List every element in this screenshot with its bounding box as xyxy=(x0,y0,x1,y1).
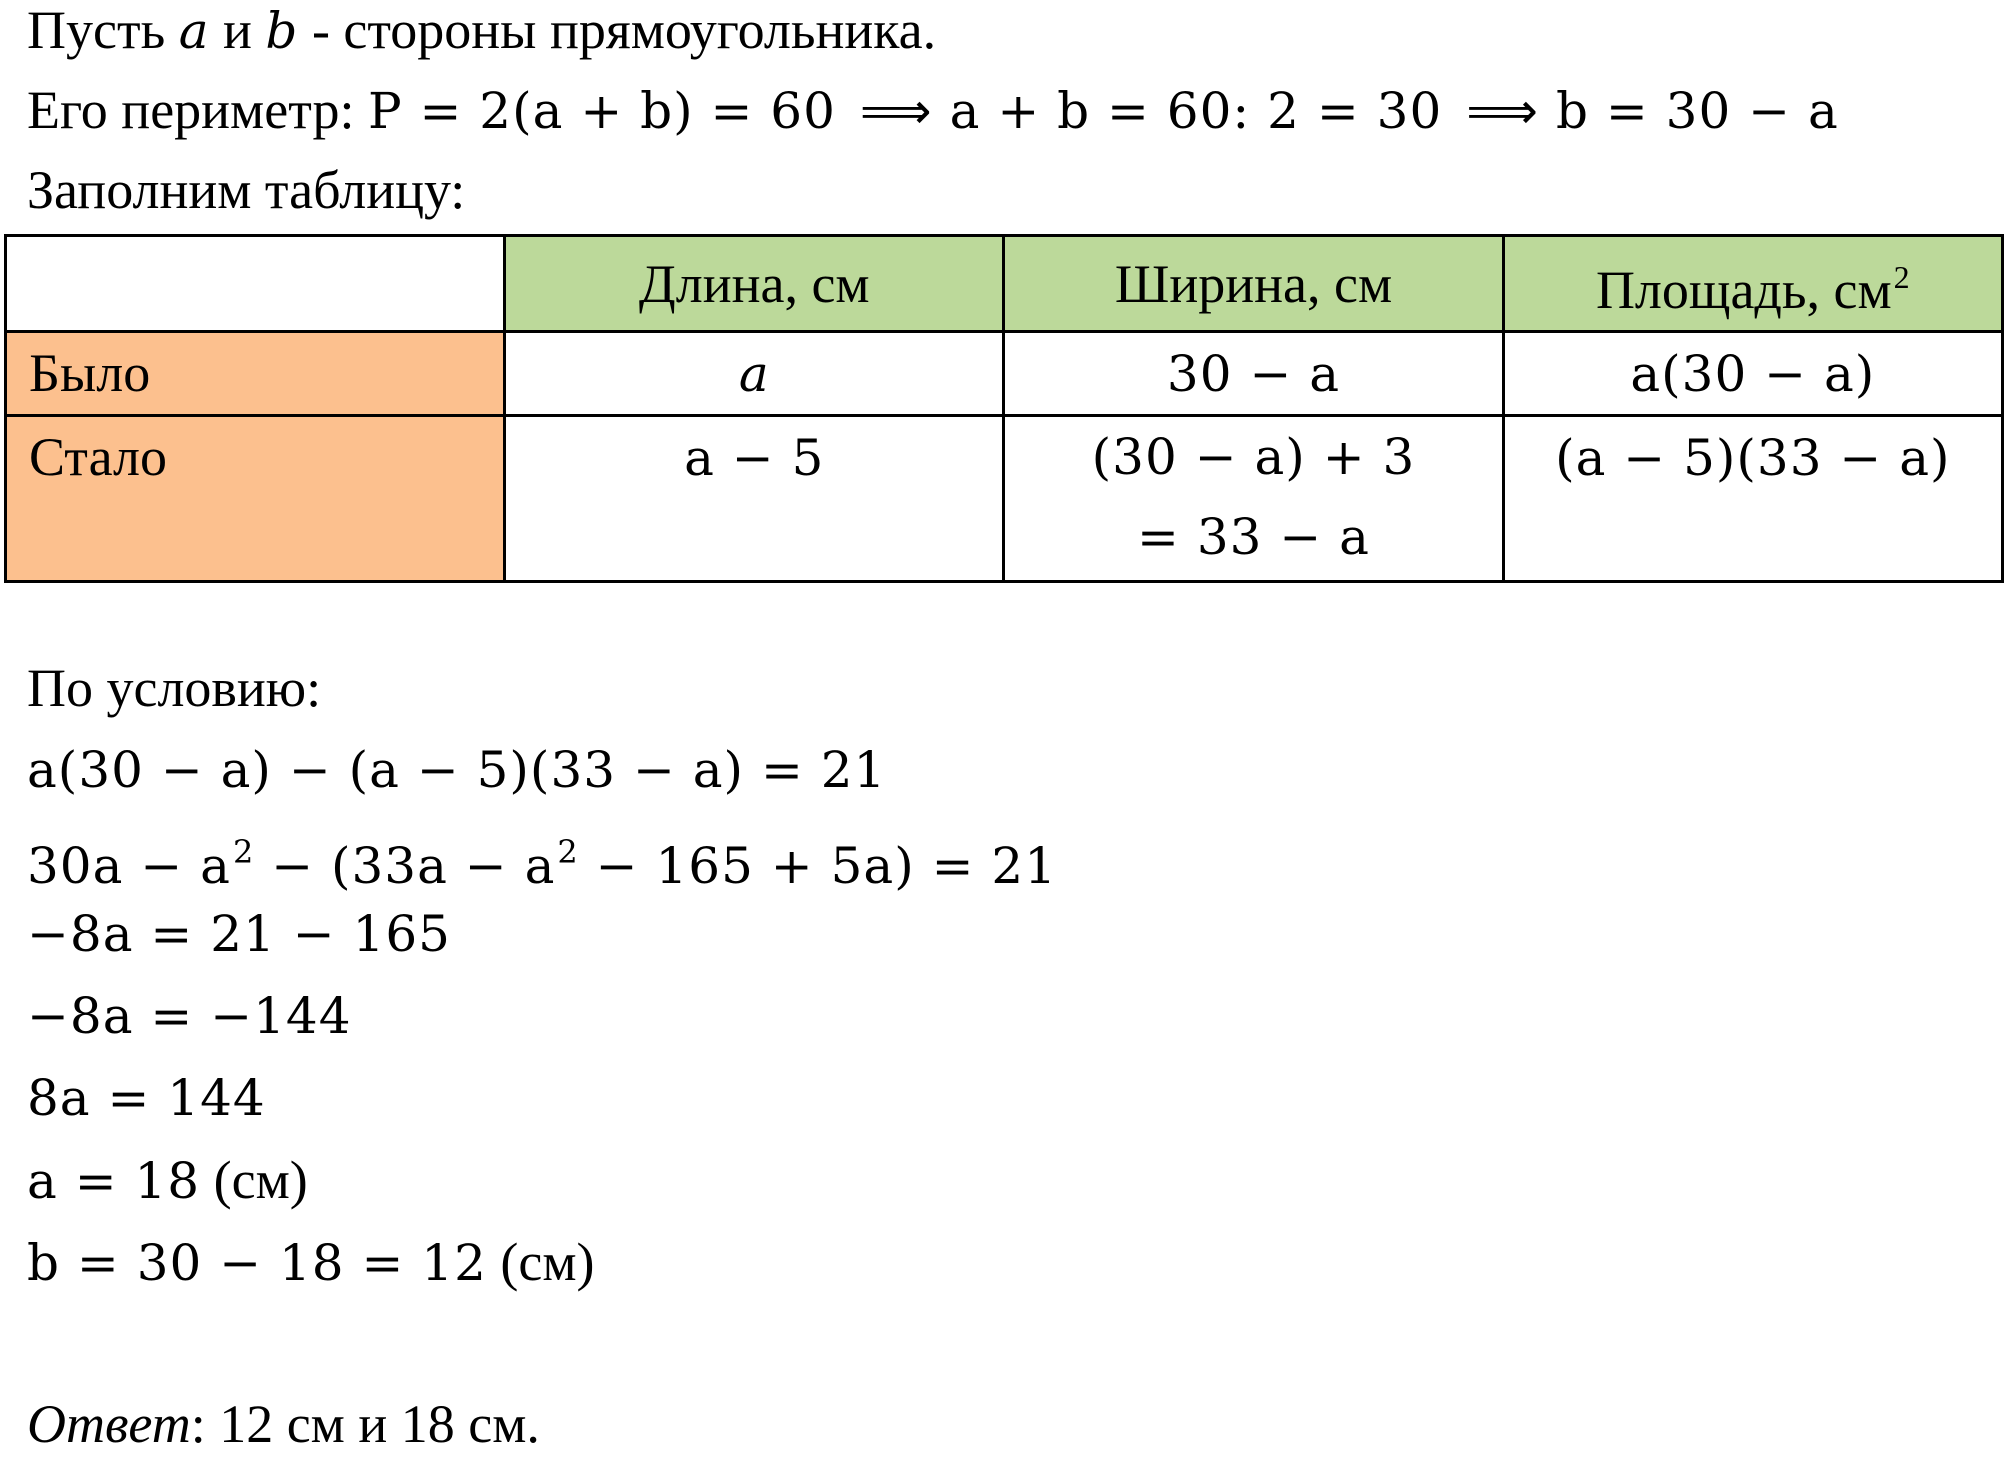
equation-6 xyxy=(27,1140,308,1221)
cell-value-line1: (30 − a) + 3 xyxy=(1091,428,1416,486)
intro-text: и xyxy=(209,0,266,60)
cell-length-after xyxy=(505,416,1004,582)
cell-width-before xyxy=(1004,332,1503,416)
table-row xyxy=(6,416,2003,582)
equation-7-math: b = 30 − 18 = 12 xyxy=(27,1234,487,1292)
cell-value-line2: = 33 − a xyxy=(1137,508,1370,566)
answer-label: Ответ xyxy=(27,1394,191,1454)
table-intro: Заполним таблицу: xyxy=(27,160,466,220)
cell-value: 30 − a xyxy=(1166,345,1341,403)
table-corner-cell xyxy=(6,236,505,332)
column-header-width: Ширина, см xyxy=(1004,236,1503,332)
condition-label: По условию: xyxy=(27,658,322,718)
equation-6-math: a = 18 xyxy=(27,1152,201,1210)
perimeter-label: Его периметр: xyxy=(27,80,368,140)
table-row xyxy=(6,332,2003,416)
implies-symbol: ⟹ xyxy=(859,82,932,140)
table-header-row xyxy=(6,236,2003,332)
cell-width-after xyxy=(1004,416,1503,582)
cell-value: a − 5 xyxy=(684,429,825,487)
equation-4: −8a = −144 xyxy=(27,987,352,1045)
unit-power: 2 xyxy=(1893,259,1910,295)
answer-line xyxy=(27,1384,540,1464)
equation-7-unit: (см) xyxy=(486,1232,595,1292)
equation-2-part: − (33a − a xyxy=(254,837,556,895)
equation-2 xyxy=(27,812,1057,906)
equation-6-unit: (см) xyxy=(200,1150,308,1210)
row-label-after: Стало xyxy=(6,416,505,582)
row-label-before: Было xyxy=(6,332,505,416)
equation-7 xyxy=(27,1222,595,1303)
perimeter-formula: P = 2(a + b) = 60 xyxy=(367,82,836,140)
variable-b: b xyxy=(265,2,299,60)
cell-value: (a − 5)(33 − a) xyxy=(1555,429,1951,487)
cell-length-before xyxy=(505,332,1004,416)
variable-a: a xyxy=(178,2,210,60)
cell-area-before xyxy=(1503,332,2002,416)
power: 2 xyxy=(232,833,255,871)
intro-text: Пусть xyxy=(27,0,179,60)
data-table xyxy=(4,234,2004,583)
answer-text: : 12 см и 18 см. xyxy=(190,1394,540,1454)
equation-3: −8a = 21 − 165 xyxy=(27,905,451,963)
column-header-area-label: Площадь, см xyxy=(1595,260,1892,320)
intro-text: - стороны прямоугольника. xyxy=(298,0,937,60)
equation-2-part: − 165 + 5a) = 21 xyxy=(578,837,1058,895)
power: 2 xyxy=(557,833,579,871)
equation-1: a(30 − a) − (a − 5)(33 − a) = 21 xyxy=(27,741,887,799)
perimeter-line xyxy=(27,70,1839,151)
intro-line-sides xyxy=(27,0,936,71)
cell-value: a xyxy=(738,345,770,403)
column-header-length: Длина, см xyxy=(505,236,1004,332)
implies-symbol: ⟹ xyxy=(1466,82,1538,140)
equation-5: 8a = 144 xyxy=(27,1069,266,1127)
equation-2-part: 30a − a xyxy=(27,837,231,895)
sum-formula: a + b = 60: 2 = 30 xyxy=(949,82,1443,140)
cell-area-after xyxy=(1503,416,2002,582)
column-header-area xyxy=(1503,236,2002,332)
b-formula: b = 30 − a xyxy=(1555,82,1839,140)
cell-value: a(30 − a) xyxy=(1630,345,1876,403)
